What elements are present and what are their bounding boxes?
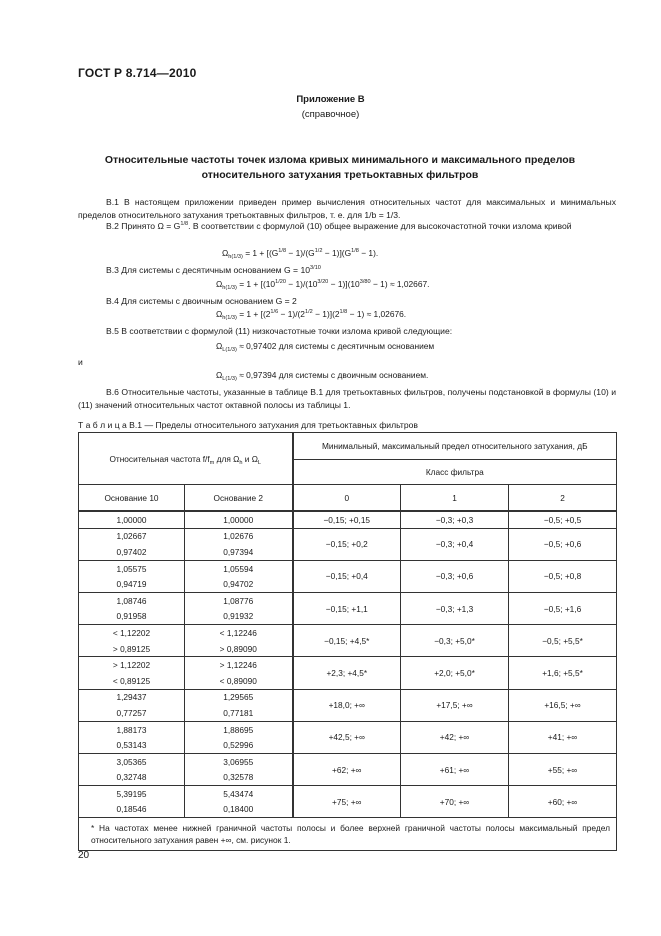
paragraph-b2-exponent: 1/8 — [180, 221, 189, 227]
cell-base2: 1,05594 — [185, 560, 293, 576]
paragraph-b5: В.5 В соответствии с формулой (11) низкочастотные точки излома кривой следующие: — [106, 326, 453, 336]
cell-base10: 0,32748 — [79, 770, 185, 786]
cell-base2: 0,77181 — [185, 705, 293, 721]
f1-end: − 1). — [358, 248, 379, 258]
header-attenuation-limits: Минимальный, максимальный предел относительного затухания, дБ — [293, 433, 617, 460]
cell-class-1: −0,3; +0,3 — [401, 511, 509, 528]
cell-base10: 3,05365 — [79, 753, 185, 769]
cell-class-0: −0,15; +0,2 — [293, 528, 401, 560]
f3-c: − 1)](2 — [312, 309, 340, 319]
cell-class-1: +70; +∞ — [401, 786, 509, 818]
cell-class-1: +61; +∞ — [401, 753, 509, 785]
cell-class-1: −0,3; +1,3 — [401, 592, 509, 624]
cell-class-1: −0,3; +5,0* — [401, 625, 509, 657]
cell-class-0: +75; +∞ — [293, 786, 401, 818]
cell-base10: 1,00000 — [79, 511, 185, 528]
header-class-1: 1 — [401, 485, 509, 512]
cell-class-0: −0,15; +0,15 — [293, 511, 401, 528]
f1-s1: 1/8 — [278, 248, 287, 254]
limits-table — [78, 432, 617, 851]
cell-base10: 1,08746 — [79, 592, 185, 608]
formula-h-general — [222, 248, 378, 258]
cell-base2: 5,43474 — [185, 786, 293, 802]
section-title-line1: Относительные частоты точек излома кривых минимального и максимального пределов — [104, 154, 576, 166]
paragraph-b2 — [78, 220, 616, 233]
f2-b: − 1)/(10 — [285, 279, 318, 289]
f3-s1: 1/6 — [270, 309, 279, 315]
table-row — [79, 592, 617, 608]
conjunction-and: и — [78, 357, 83, 367]
appendix-title: Приложение В — [296, 94, 365, 105]
table-row — [79, 560, 617, 576]
cell-class-2: +55; +∞ — [509, 753, 617, 785]
f3-s2: 1/2 — [304, 309, 313, 315]
cell-base10: 0,77257 — [79, 705, 185, 721]
f4-sub: L(1/3) — [222, 347, 237, 353]
f2-lhs: Ω — [216, 279, 223, 289]
f1-m1: − 1)/(G — [286, 248, 315, 258]
f1-m2: − 1)](G — [322, 248, 352, 258]
table-row — [79, 528, 617, 544]
table-row — [79, 753, 617, 769]
f2-s1: 1/20 — [275, 279, 286, 285]
cell-class-0: −0,15; +0,4 — [293, 560, 401, 592]
cell-class-2: −0,5; +0,5 — [509, 511, 617, 528]
formula-h-binary — [216, 309, 406, 319]
header-class-0: 0 — [293, 485, 401, 512]
f2-s2: 3/20 — [317, 279, 329, 285]
cell-class-1: −0,3; +0,6 — [401, 560, 509, 592]
paragraph-b1: В.1 В настоящем приложении приведен пример вычисления относительных частот для максимальных и минимальных пределов относительного затухания третьоктавных фильтров, т. е. для 1/b = 1/3. — [78, 197, 616, 220]
cell-base2: 0,52996 — [185, 737, 293, 753]
f3-a: = 1 + [(2 — [239, 309, 271, 319]
cell-base2: 1,00000 — [185, 511, 293, 528]
section-title — [70, 153, 610, 183]
f1-s2: 1/2 — [314, 248, 323, 254]
cell-class-1: +2,0; +5,0* — [401, 657, 509, 689]
cell-base10: 1,02667 — [79, 528, 185, 544]
cell-base2: 3,06955 — [185, 753, 293, 769]
paragraph-b3 — [106, 264, 321, 277]
cell-class-2: +1,6; +5,5* — [509, 657, 617, 689]
header-class-2: 2 — [509, 485, 617, 512]
f3-d: − 1) ≈ 1,02676. — [347, 309, 407, 319]
f2-c: − 1)](10 — [328, 279, 360, 289]
footnote-row — [79, 818, 617, 851]
cell-base10: < 1,12202 — [79, 625, 185, 641]
paragraph-b4: В.4 Для системы с двоичным основанием G = 2 — [106, 296, 297, 306]
formula-l-binary — [216, 370, 428, 380]
cell-base2: > 1,12246 — [185, 657, 293, 673]
f2-a: = 1 + [(10 — [239, 279, 276, 289]
cell-class-1: +17,5; +∞ — [401, 689, 509, 721]
f5-lhs: Ω — [216, 370, 223, 380]
hdr-sub-l: L — [257, 459, 262, 466]
hdr-sub-h: h — [239, 459, 243, 466]
cell-class-2: −0,5; +1,6 — [509, 592, 617, 624]
paragraph-b6: В.6 Относительные частоты, указанные в таблице В.1 для третьоктавных фильтров, получены подстановкой в формулы (10) и (11) значений относительных частот октавной полосы из таблицы 1. — [78, 387, 616, 410]
cell-base2: 0,91932 — [185, 609, 293, 625]
table-row — [79, 689, 617, 705]
paragraph-b2-text: В.2 Принято Ω = G — [106, 221, 181, 231]
cell-base10: > 1,12202 — [79, 657, 185, 673]
cell-base2: 1,29565 — [185, 689, 293, 705]
cell-class-2: +60; +∞ — [509, 786, 617, 818]
cell-base10: < 0,89125 — [79, 673, 185, 689]
f1-rhs: = 1 + [(G — [245, 248, 279, 258]
f1-lhs: Ω — [222, 248, 229, 258]
cell-base2: < 1,12246 — [185, 625, 293, 641]
cell-base2: 1,02676 — [185, 528, 293, 544]
cell-class-0: −0,15; +4,5* — [293, 625, 401, 657]
cell-class-0: +2,3; +4,5* — [293, 657, 401, 689]
f4-rhs: ≈ 0,97402 для системы с десятичным основанием — [239, 341, 435, 351]
f3-b: − 1)/(2 — [278, 309, 305, 319]
appendix-heading — [0, 92, 661, 122]
f2-s3: 3/80 — [359, 279, 371, 285]
cell-base2: 0,97394 — [185, 544, 293, 560]
cell-base10: 0,94719 — [79, 576, 185, 592]
f2-sub: h(1/3) — [222, 285, 237, 291]
cell-class-2: −0,5; +0,6 — [509, 528, 617, 560]
cell-base10: > 0,89125 — [79, 641, 185, 657]
f5-rhs: ≈ 0,97394 для системы с двоичным основанием. — [239, 370, 429, 380]
cell-base10: 0,18546 — [79, 802, 185, 818]
cell-base10: 5,39195 — [79, 786, 185, 802]
table-row — [79, 625, 617, 641]
hdr-relfreq-text: Относительная частота f/f — [109, 453, 210, 464]
cell-class-1: −0,3; +0,4 — [401, 528, 509, 560]
f1-sub: h(1/3) — [228, 254, 243, 260]
header-base2: Основание 2 — [185, 485, 293, 512]
f3-lhs: Ω — [216, 309, 223, 319]
cell-class-1: +42; +∞ — [401, 721, 509, 753]
cell-base10: 1,05575 — [79, 560, 185, 576]
table-footnote: * На частотах менее нижней граничной частоты полосы и более верхней граничной частоты полосы максимальный предел относительного затухания равен +∞, см. рисунок 1. — [79, 818, 617, 851]
cell-class-2: −0,5; +5,5* — [509, 625, 617, 657]
cell-base10: 1,29437 — [79, 689, 185, 705]
cell-base2: < 0,89090 — [185, 673, 293, 689]
table-row — [79, 657, 617, 673]
table-row — [79, 786, 617, 802]
hdr-relfreq-tail: для Ω — [214, 453, 240, 464]
cell-class-0: −0,15; +1,1 — [293, 592, 401, 624]
paragraph-b2-rest: . В соответствии с формулой (10) общее выражение для высокочастотной точки излома кривой — [188, 221, 572, 231]
f4-lhs: Ω — [216, 341, 223, 351]
cell-base2: 0,32578 — [185, 770, 293, 786]
hdr-relfreq-sub: m — [209, 459, 215, 466]
f5-sub: L(1/3) — [222, 376, 237, 382]
page-number: 20 — [78, 850, 90, 861]
cell-base10: 0,91958 — [79, 609, 185, 625]
cell-class-0: +42,5; +∞ — [293, 721, 401, 753]
document-id: ГОСТ Р 8.714—2010 — [78, 66, 197, 80]
f3-s3: 1/8 — [339, 309, 348, 315]
cell-class-0: +62; +∞ — [293, 753, 401, 785]
cell-base2: 1,08776 — [185, 592, 293, 608]
section-title-line2: относительного затухания третьоктавных фильтров — [201, 169, 479, 181]
formula-h-decimal — [216, 279, 429, 289]
cell-base2: 0,94702 — [185, 576, 293, 592]
cell-class-2: −0,5; +0,8 — [509, 560, 617, 592]
cell-base10: 0,97402 — [79, 544, 185, 560]
cell-base2: > 0,89090 — [185, 641, 293, 657]
header-filter-class: Класс фильтра — [293, 460, 617, 485]
table-row — [79, 511, 617, 528]
cell-base2: 0,18400 — [185, 802, 293, 818]
cell-base10: 1,88173 — [79, 721, 185, 737]
f3-sub: h(1/3) — [222, 315, 237, 321]
header-base10: Основание 10 — [79, 485, 185, 512]
header-relative-frequency — [79, 433, 293, 485]
formula-l-decimal — [216, 341, 434, 351]
cell-class-0: +18,0; +∞ — [293, 689, 401, 721]
hdr-and: и Ω — [242, 453, 258, 464]
cell-base2: 1,88695 — [185, 721, 293, 737]
cell-class-2: +16,5; +∞ — [509, 689, 617, 721]
table-row — [79, 721, 617, 737]
f1-s3: 1/8 — [351, 248, 359, 254]
paragraph-b3-text: В.3 Для системы с десятичным основанием G = 10 — [106, 265, 311, 275]
table-caption: Т а б л и ц а В.1 — Пределы относительного затухания для третьоктавных фильтров — [78, 420, 418, 430]
cell-base10: 0,53143 — [79, 737, 185, 753]
f2-d: − 1) ≈ 1,02667. — [370, 279, 430, 289]
paragraph-b3-exponent: 3/10 — [310, 265, 321, 271]
cell-class-2: +41; +∞ — [509, 721, 617, 753]
limits-table-body — [79, 433, 617, 851]
appendix-note: (справочное) — [301, 109, 360, 120]
